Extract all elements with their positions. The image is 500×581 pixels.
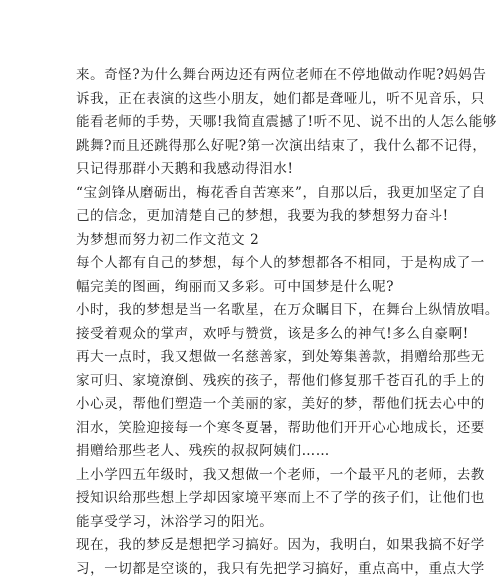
text-line: 能看老师的手势，天哪!我简直震撼了!听不见、说不出的人怎么能够 bbox=[76, 111, 428, 135]
text-line: 诉我，正在表演的这些小朋友，她们都是聋哑儿，听不见音乐，只 bbox=[76, 88, 428, 112]
document-body bbox=[76, 64, 428, 581]
text-line: 现在，我的梦反是想把学习搞好。因为，我明白，如果我搞不好学 bbox=[76, 534, 428, 558]
text-line: 小时，我的梦想是当一名歌星，在万众瞩目下，在舞台上纵情放唱。 bbox=[76, 299, 428, 323]
text-line: 泪水，笑脸迎接每一个寒冬夏暑，帮助他们开开心心地成长，还要 bbox=[76, 417, 428, 441]
text-line: 接受着观众的掌声，欢呼与赞赏，该是多么的神气!多么自豪啊! bbox=[76, 323, 428, 347]
text-line: 跳舞?而且还跳得那么好呢?第一次演出结束了，我什么都不记得， bbox=[76, 135, 428, 159]
text-line: 能享受学习，沐浴学习的阳光。 bbox=[76, 511, 428, 535]
text-line: 幅完美的图画，绚丽而又多彩。可中国梦是什么呢? bbox=[76, 276, 428, 300]
text-line: “宝剑锋从磨砺出，梅花香自苦寒来”，自那以后，我更加坚定了自 bbox=[76, 182, 428, 206]
text-line: 上小学四五年级时，我又想做一个老师，一个最平凡的老师，去教 bbox=[76, 464, 428, 488]
text-line: 只记得那群小天鹅和我感动得泪水! bbox=[76, 158, 428, 182]
text-line: 捐赠给那些老人、残疾的叔叔阿姨们…… bbox=[76, 440, 428, 464]
text-line: 再大一点时，我又想做一名慈善家，到处筹集善款，捐赠给那些无 bbox=[76, 346, 428, 370]
text-line: 习，一切都是空谈的，我只有先把学习搞好，重点高中，重点大学 bbox=[76, 558, 428, 581]
section-heading: 为梦想而努力初二作文范文 2 bbox=[76, 229, 428, 253]
text-line: 来。奇怪?为什么舞台两边还有两位老师在不停地做动作呢?妈妈告 bbox=[76, 64, 428, 88]
text-line: 家可归、家境潦倒、残疾的孩子，帮他们修复那千苍百孔的手上的 bbox=[76, 370, 428, 394]
text-line: 每个人都有自己的梦想，每个人的梦想都各不相同，于是构成了一 bbox=[76, 252, 428, 276]
text-line: 己的信念，更加清楚自己的梦想，我要为我的梦想努力奋斗! bbox=[76, 205, 428, 229]
text-line: 授知识给那些想上学却因家境平寒而上不了学的孩子们，让他们也 bbox=[76, 487, 428, 511]
text-line: 小心灵，帮他们塑造一个美丽的家，美好的梦，帮他们抚去心中的 bbox=[76, 393, 428, 417]
